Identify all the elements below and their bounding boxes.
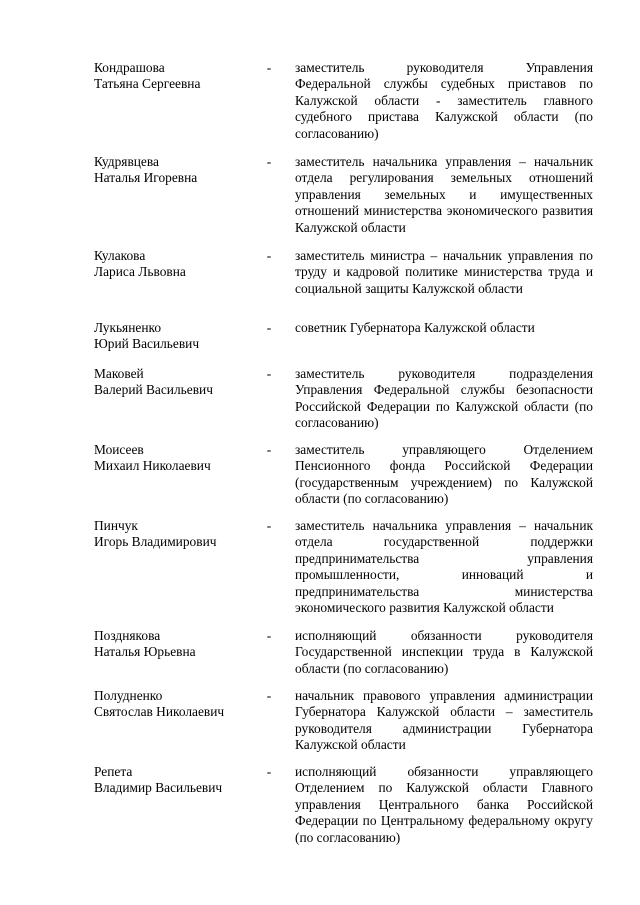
member-surname: Маковей [94, 366, 144, 381]
separator-dash: - [266, 764, 272, 779]
member-given-names: Наталья Игоревна [94, 170, 198, 186]
member-position: начальник правового управления администрации Губернатора Калужской области – заместитель руководителя администрации Губернатора Калужской области [295, 688, 593, 753]
member-given-names: Святослав Николаевич [94, 704, 225, 720]
member-name [94, 688, 254, 721]
member-surname: Репета [94, 764, 133, 779]
member-position: заместитель управляющего Отделением Пенсионного фонда Российской Федерации (государственным учреждением) по Калужской области (по согласованию) [295, 442, 593, 507]
separator-dash: - [266, 688, 272, 703]
separator-dash: - [266, 442, 272, 457]
member-position: заместитель начальника управления – начальник отдела регулирования земельных отношений управления земельных и имущественных отношений министерства экономического развития Калужской области [295, 154, 593, 235]
member-given-names: Владимир Васильевич [94, 780, 223, 796]
separator-dash: - [266, 248, 272, 263]
separator-dash: - [266, 154, 272, 169]
separator-dash: - [266, 366, 272, 381]
member-position: заместитель министра – начальник управления по труду и кадровой политике министерства труда и социальной защиты Калужской области [295, 248, 593, 296]
member-surname: Лукьяненко [94, 320, 162, 335]
member-name [94, 518, 254, 551]
member-surname: Кудрявцева [94, 154, 159, 169]
member-surname: Полудненко [94, 688, 163, 703]
member-given-names: Татьяна Сергеевна [94, 76, 201, 92]
member-surname: Кулакова [94, 248, 146, 263]
member-name [94, 442, 254, 475]
member-position: исполняющий обязанности управляющего Отделением по Калужской области Главного управления Центрального банка Российской Федерации по Центральному федеральному округу (по согласованию) [295, 764, 593, 845]
member-position: заместитель руководителя подразделения Управления Федеральной службы безопасности Российской Федерации по Калужской области (по согласованию) [295, 366, 593, 431]
member-given-names: Наталья Юрьевна [94, 644, 196, 660]
member-surname: Кондрашова [94, 60, 165, 75]
member-name [94, 764, 254, 797]
member-surname: Моисеев [94, 442, 144, 457]
member-position: заместитель руководителя Управления Федеральной службы судебных приставов по Калужской области - заместитель главного судебного пристава Калужской области (по согласованию) [295, 60, 593, 141]
member-name [94, 248, 254, 281]
separator-dash: - [266, 320, 272, 335]
member-name [94, 154, 254, 187]
member-name [94, 320, 254, 353]
separator-dash: - [266, 60, 272, 75]
member-surname: Пинчук [94, 518, 138, 533]
member-given-names: Игорь Владимирович [94, 534, 217, 550]
member-position: исполняющий обязанности руководителя Государственной инспекции труда в Калужской области (по согласованию) [295, 628, 593, 676]
member-given-names: Лариса Львовна [94, 264, 186, 280]
member-name [94, 60, 254, 93]
member-position: заместитель начальника управления – начальник отдела государственной поддержки предпринимательства управления промышленности, инноваций и предпринимательства министерства экономического развития Калужской области [295, 518, 593, 616]
member-given-names: Юрий Васильевич [94, 336, 200, 352]
member-given-names: Валерий Васильевич [94, 382, 213, 398]
member-position: советник Губернатора Калужской области [295, 320, 535, 335]
separator-dash: - [266, 518, 272, 533]
separator-dash: - [266, 628, 272, 643]
member-surname: Позднякова [94, 628, 161, 643]
member-name [94, 366, 254, 399]
member-given-names: Михаил Николаевич [94, 458, 211, 474]
member-name [94, 628, 254, 661]
